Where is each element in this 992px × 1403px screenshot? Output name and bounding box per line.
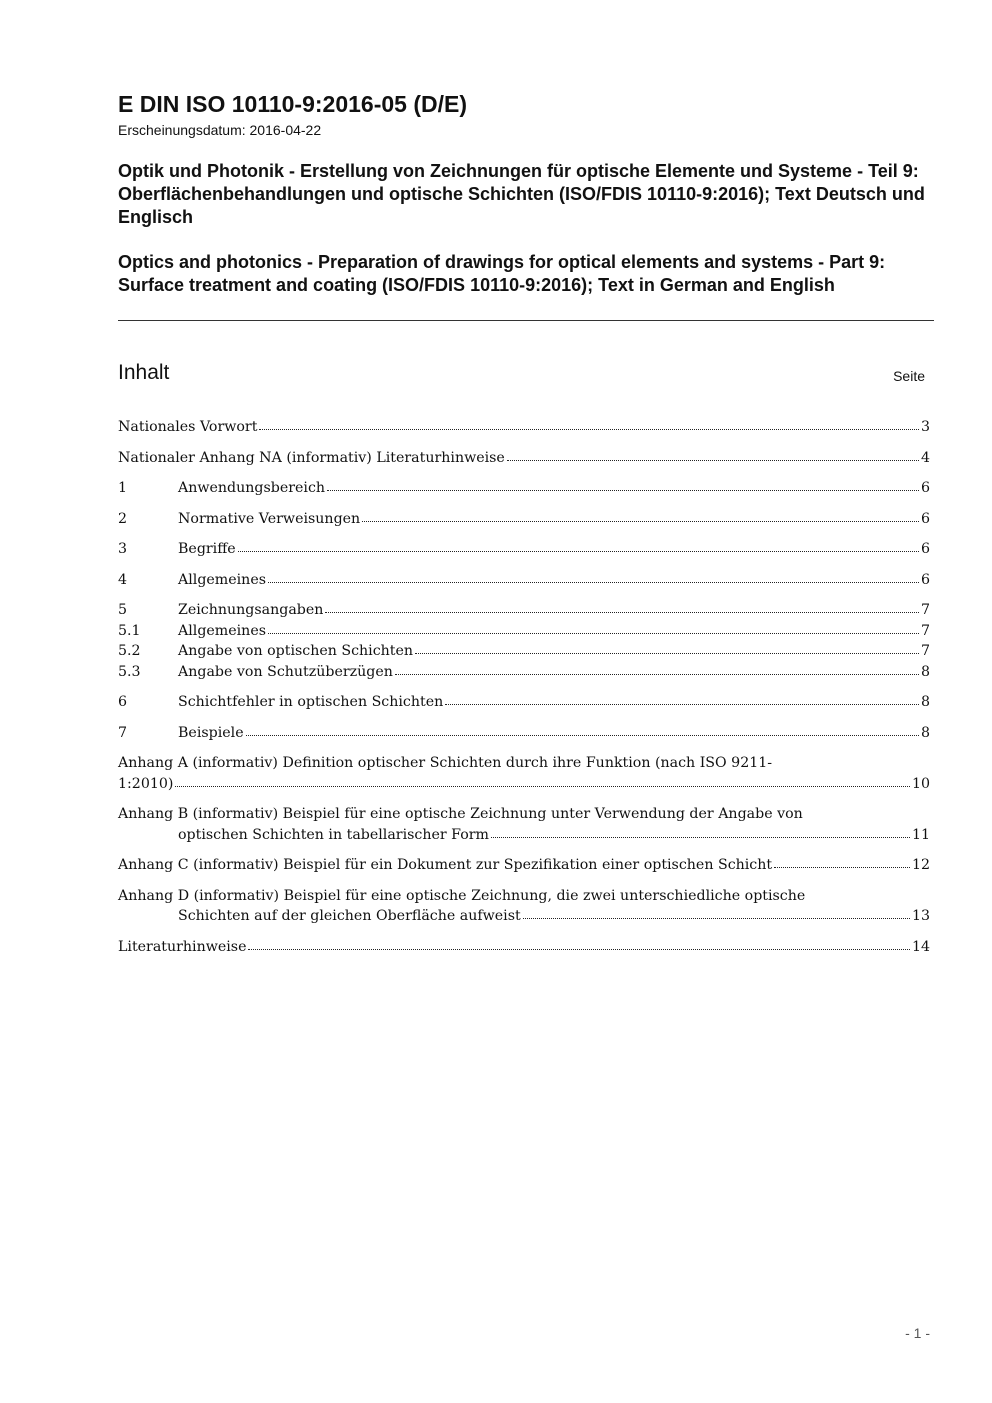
toc-entry[interactable] [118, 937, 930, 958]
toc-entry-text: Begriffe [178, 541, 236, 557]
toc-entry-text: Schichtfehler in optischen Schichten [178, 694, 444, 710]
toc-entry[interactable] [118, 539, 930, 560]
toc-entry-page: 6 [920, 480, 930, 496]
toc-entry[interactable] [118, 478, 930, 499]
toc-entry-page: 8 [920, 694, 930, 710]
toc-entry[interactable] [118, 600, 930, 621]
toc-entry-page: 4 [920, 449, 930, 466]
toc-entry[interactable] [118, 723, 930, 744]
toc-entry-text: Nationales Vorwort [118, 419, 258, 435]
page-number: - 1 - [905, 1325, 930, 1341]
toc-entry-number: 1 [118, 480, 128, 496]
toc-entry-page: 6 [920, 571, 930, 588]
toc-leader-dots [246, 725, 919, 737]
toc-heading: Inhalt [118, 361, 170, 384]
toc-leader-dots [415, 643, 919, 655]
toc-entry-text: Normative Verweisungen [178, 510, 361, 527]
toc-leader-dots [268, 623, 919, 635]
toc-entry[interactable] [118, 621, 930, 642]
toc-entry-page: 6 [920, 541, 930, 557]
toc-entry-number: 2 [118, 510, 128, 527]
toc-leader-dots [507, 450, 919, 462]
toc-leader-dots [774, 857, 910, 869]
toc-entry-text: Beispiele [178, 724, 244, 741]
publication-date: Erscheinungsdatum: 2016-04-22 [118, 122, 322, 138]
toc-entry[interactable] [118, 886, 930, 927]
toc-leader-dots [248, 939, 909, 951]
toc-entry-number: 5.1 [118, 622, 141, 639]
toc-page-column-label: Seite [893, 368, 925, 384]
toc-entry-page: 8 [920, 663, 930, 680]
toc-entry-page: 8 [920, 724, 930, 741]
toc-entry-number: 7 [118, 724, 128, 741]
toc-entry-page: 3 [920, 419, 930, 435]
toc-entry[interactable] [118, 417, 930, 438]
toc-entry[interactable] [118, 509, 930, 530]
toc-entry-text: Angabe von Schutzüberzügen [178, 663, 393, 680]
toc-entry-page: 13 [911, 908, 930, 924]
toc-entry-number: 6 [118, 694, 128, 710]
toc-entry[interactable] [118, 641, 930, 662]
toc-leader-dots [175, 776, 909, 788]
toc-entry-page: 7 [920, 622, 930, 639]
toc-entry-page: 10 [911, 775, 930, 792]
toc-leader-dots [395, 664, 919, 676]
toc-entry-text: Anhang B (informativ) Beispiel für eine optische Zeichnung unter Verwendung der Angabe von [118, 806, 803, 822]
toc-entry-text: Nationaler Anhang NA (informativ) Literaturhinweise [118, 449, 505, 466]
toc-entry-page: 7 [920, 643, 930, 659]
title-divider [118, 320, 934, 321]
toc-leader-dots [491, 827, 910, 839]
toc-entry-number: 3 [118, 541, 128, 557]
toc-leader-dots [325, 602, 919, 614]
toc-entry-page: 12 [911, 857, 930, 873]
toc-entry-text: Anhang C (informativ) Beispiel für ein Dokument zur Spezifikation einer optischen Schicht [118, 857, 773, 873]
toc-entry-number: 4 [118, 571, 128, 588]
toc-entry[interactable] [118, 448, 930, 469]
toc-entry-page: 6 [920, 510, 930, 527]
toc-leader-dots [523, 908, 910, 920]
toc-entry-text: Allgemeines [178, 622, 266, 639]
toc-entry-page: 7 [920, 602, 930, 618]
toc-leader-dots [259, 419, 919, 431]
toc-entry-text-continued: 1:2010) [118, 775, 174, 792]
toc-entry[interactable] [118, 753, 930, 794]
toc-entry-text-continued: Schichten auf der gleichen Oberfläche aufweist [178, 908, 521, 924]
toc-entry-text: Literaturhinweise [118, 938, 247, 955]
toc-entry-number: 5.2 [118, 643, 141, 659]
toc-entry-number: 5 [118, 602, 128, 618]
toc-entry-page: 11 [911, 826, 930, 843]
toc-leader-dots [268, 572, 919, 584]
toc-entry[interactable] [118, 692, 930, 713]
table-of-contents [118, 417, 930, 957]
title-german: Optik und Photonik - Erstellung von Zeichnungen für optische Elemente und Systeme - Teil 9: Oberflächenbehandlungen und optische Schichten (ISO/FDIS 10110-9:2016); Text Deutsch und Englisch [118, 161, 925, 227]
toc-entry-text-continued: optischen Schichten in tabellarischer Form [178, 826, 490, 843]
toc-entry[interactable] [118, 570, 930, 591]
toc-leader-dots [327, 480, 919, 492]
toc-leader-dots [238, 541, 919, 553]
toc-entry[interactable] [118, 662, 930, 683]
toc-entry-number: 5.3 [118, 663, 141, 680]
toc-entry-text: Anwendungsbereich [178, 480, 326, 496]
toc-entry[interactable] [118, 855, 930, 876]
toc-entry-text: Anhang D (informativ) Beispiel für eine optische Zeichnung, die zwei unterschiedliche optische [118, 887, 806, 904]
toc-entry-text: Angabe von optischen Schichten [178, 643, 414, 659]
toc-entry-text: Allgemeines [178, 571, 266, 588]
toc-leader-dots [445, 694, 919, 706]
toc-entry-text: Zeichnungsangaben [178, 602, 324, 618]
toc-entry-text: Anhang A (informativ) Definition optischer Schichten durch ihre Funktion (nach ISO 9211- [118, 755, 773, 771]
title-english: Optics and photonics - Preparation of drawings for optical elements and systems - Part 9: Surface treatment and coating (ISO/FDIS 10110-9:2016); Text in German and English [118, 252, 886, 295]
toc-entry-page: 14 [911, 938, 930, 955]
toc-entry[interactable] [118, 804, 930, 845]
document-id: E DIN ISO 10110-9:2016-05 (D/E) [118, 91, 467, 117]
toc-leader-dots [362, 511, 919, 523]
